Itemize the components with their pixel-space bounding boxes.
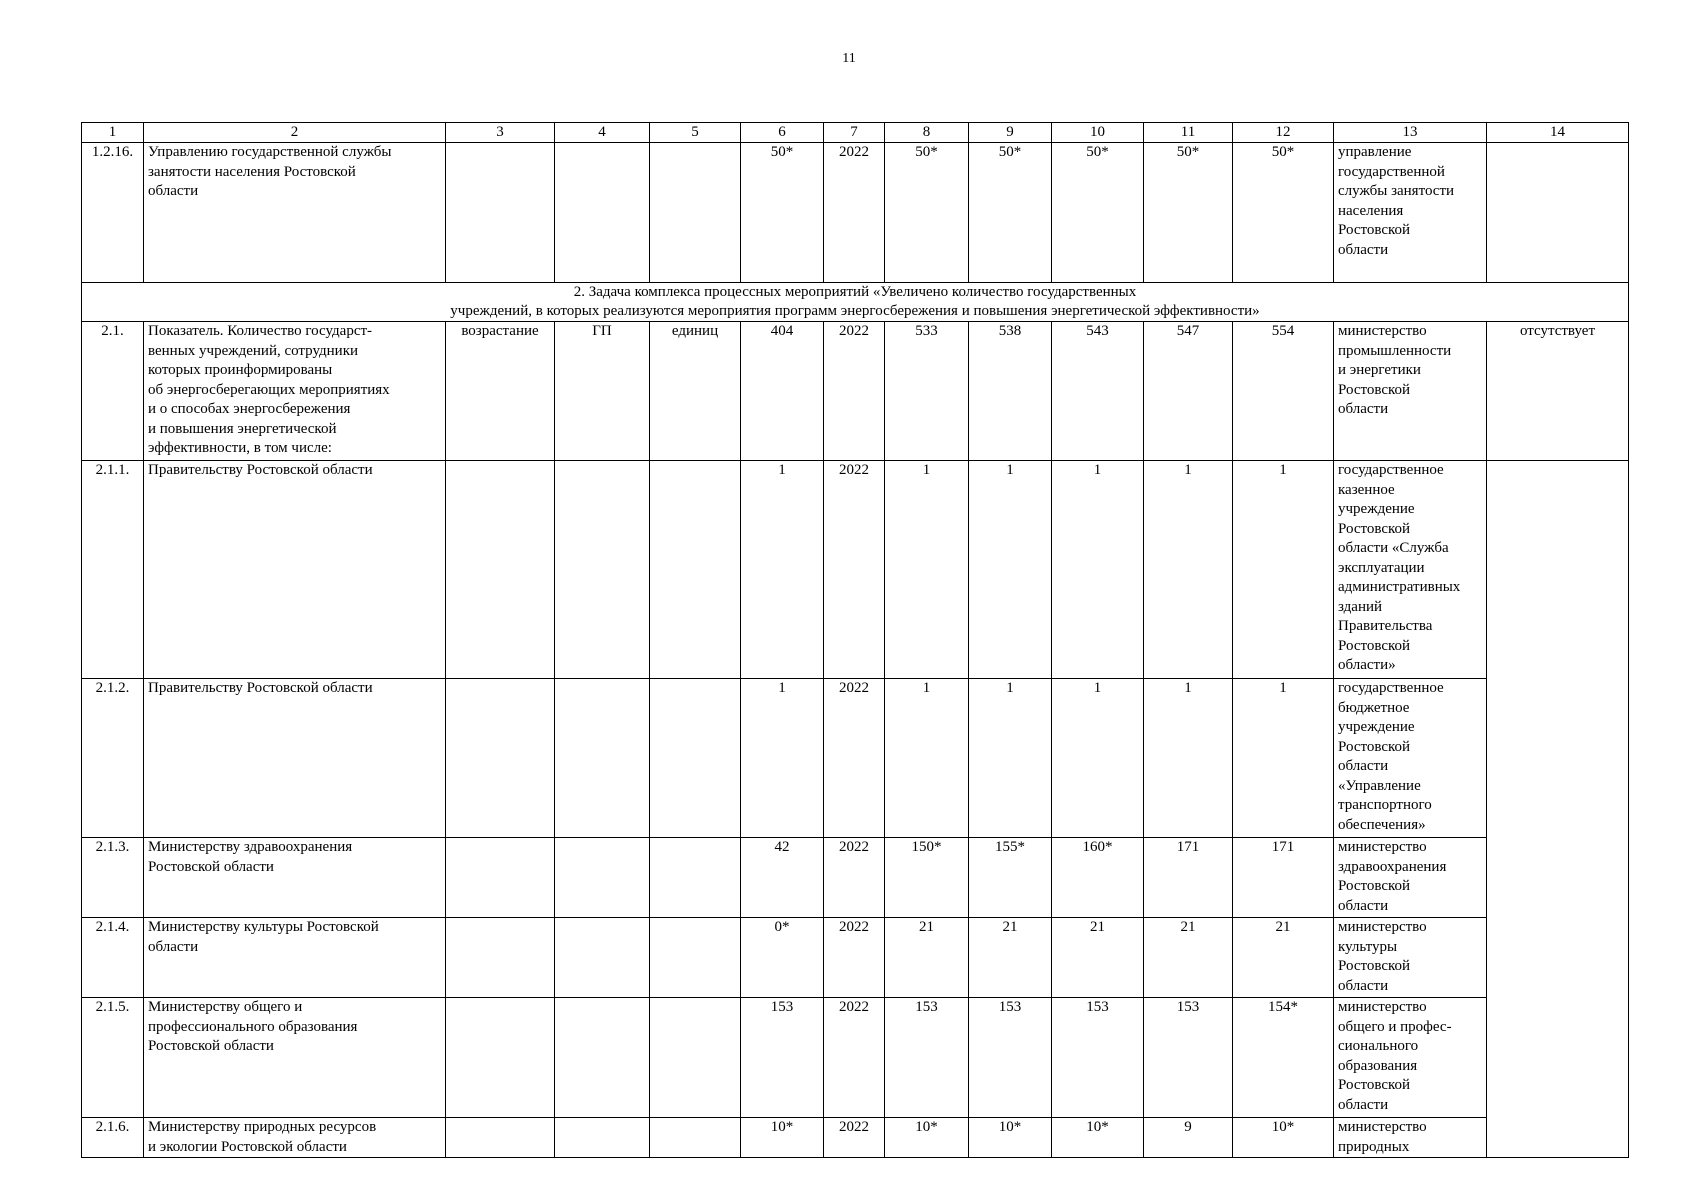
recipient-name: Правительству Ростовской области (144, 461, 446, 679)
recipient-name: Управлению государственной службы занятости населения Ростовской области (144, 143, 446, 283)
value-cell: 1 (1144, 461, 1233, 679)
value-cell: 154* (1233, 998, 1334, 1118)
value-cell: 153 (1144, 998, 1233, 1118)
value-cell: 171 (1144, 838, 1233, 918)
page-number: 11 (842, 51, 856, 66)
responsible-body: министерство природных (1334, 1118, 1487, 1158)
value-cell: 1 (1233, 461, 1334, 679)
value-cell: 1 (885, 679, 969, 838)
column-number: 4 (555, 123, 650, 143)
column-number: 14 (1487, 123, 1629, 143)
empty-cell (650, 838, 741, 918)
recipient-name: Министерству здравоохранения Ростовской области (144, 838, 446, 918)
value-cell: 2022 (824, 838, 885, 918)
empty-cell (555, 1118, 650, 1158)
responsible-body: государственное казенное учреждение Ростовской области «Служба эксплуатации административных зданий Правительства Ростовской области» (1334, 461, 1487, 679)
row-index: 2.1.4. (82, 918, 144, 998)
recipient-name: Министерству природных ресурсов и экологии Ростовской области (144, 1118, 446, 1158)
value-cell: 2022 (824, 998, 885, 1118)
recipient-name: Министерству культуры Ростовской области (144, 918, 446, 998)
value-cell: 10* (1052, 1118, 1144, 1158)
row-index: 2.1.3. (82, 838, 144, 918)
merged-empty-cell (1487, 461, 1629, 1158)
value-cell: 404 (741, 322, 824, 461)
empty-cell (650, 1118, 741, 1158)
table-row (82, 918, 1629, 998)
empty-cell (650, 143, 741, 283)
responsible-body: министерство здравоохранения Ростовской области (1334, 838, 1487, 918)
value-cell: 171 (1233, 838, 1334, 918)
value-cell: 50* (969, 143, 1052, 283)
value-cell: 554 (1233, 322, 1334, 461)
recipient-name: Правительству Ростовской области (144, 679, 446, 838)
column-number: 7 (824, 123, 885, 143)
value-cell: 1 (1233, 679, 1334, 838)
table-row (82, 461, 1629, 679)
value-cell: 50* (1144, 143, 1233, 283)
value-cell: 547 (1144, 322, 1233, 461)
level-cell: ГП (555, 322, 650, 461)
table-row (82, 143, 1629, 283)
row-index: 2.1.5. (82, 998, 144, 1118)
responsible-body: управление государственной службы занятости населения Ростовской области (1334, 143, 1487, 283)
value-cell: 50* (1233, 143, 1334, 283)
row-index: 2.1.2. (82, 679, 144, 838)
column-number: 10 (1052, 123, 1144, 143)
value-cell: 2022 (824, 918, 885, 998)
value-cell: 2022 (824, 143, 885, 283)
empty-cell (650, 918, 741, 998)
value-cell: 153 (741, 998, 824, 1118)
value-cell: 1 (885, 461, 969, 679)
column-number: 8 (885, 123, 969, 143)
unit-cell: единиц (650, 322, 741, 461)
empty-cell (446, 1118, 555, 1158)
value-cell: 155* (969, 838, 1052, 918)
empty-cell (555, 918, 650, 998)
value-cell: 10* (885, 1118, 969, 1158)
column-number: 11 (1144, 123, 1233, 143)
value-cell: 153 (885, 998, 969, 1118)
direction-cell: возрастание (446, 322, 555, 461)
empty-cell (446, 918, 555, 998)
section-heading-row (82, 283, 1629, 322)
empty-cell (555, 143, 650, 283)
value-cell: 21 (1144, 918, 1233, 998)
value-cell: 50* (885, 143, 969, 283)
column-number: 12 (1233, 123, 1334, 143)
value-cell: 153 (1052, 998, 1144, 1118)
empty-cell (446, 998, 555, 1118)
row-index: 1.2.16. (82, 143, 144, 283)
responsible-body: министерство общего и профес- сионального образования Ростовской области (1334, 998, 1487, 1118)
table-row (82, 322, 1629, 461)
value-cell: 1 (741, 679, 824, 838)
column-number: 2 (144, 123, 446, 143)
value-cell: 1 (1144, 679, 1233, 838)
value-cell: 2022 (824, 322, 885, 461)
row-index: 2.1. (82, 322, 144, 461)
indicator-name: Показатель. Количество государст- венных учреждений, сотрудники которых проинформированы об энергосберегающих мероприятиях и о способах энергосбережения и повышения энергетической эффективности, в том числе: (144, 322, 446, 461)
value-cell: 50* (1052, 143, 1144, 283)
value-cell: 0* (741, 918, 824, 998)
empty-cell (555, 998, 650, 1118)
section-heading (82, 283, 1629, 322)
empty-cell (650, 461, 741, 679)
value-cell: 533 (885, 322, 969, 461)
value-cell: 10* (741, 1118, 824, 1158)
empty-cell (555, 461, 650, 679)
empty-cell (555, 838, 650, 918)
empty-cell (650, 679, 741, 838)
empty-cell (446, 461, 555, 679)
row-index: 2.1.6. (82, 1118, 144, 1158)
value-cell: 1 (1052, 461, 1144, 679)
column-number: 1 (82, 123, 144, 143)
empty-cell (1487, 143, 1629, 283)
value-cell: 9 (1144, 1118, 1233, 1158)
value-cell: 21 (1052, 918, 1144, 998)
value-cell: 10* (969, 1118, 1052, 1158)
responsible-body: министерство промышленности и энергетики Ростовской области (1334, 322, 1487, 461)
section-heading-line-1: 2. Задача комплекса процессных мероприятий «Увеличено количество государственных (573, 284, 1137, 300)
value-cell: 153 (969, 998, 1052, 1118)
column-number: 5 (650, 123, 741, 143)
section-heading-line-2: учреждений, в которых реализуются мероприятия программ энергосбережения и повышения энергетической эффективности» (450, 303, 1260, 319)
value-cell: 42 (741, 838, 824, 918)
column-number: 6 (741, 123, 824, 143)
value-cell: 1 (969, 679, 1052, 838)
empty-cell (446, 679, 555, 838)
value-cell: 1 (969, 461, 1052, 679)
table-row (82, 1118, 1629, 1158)
column-number: 3 (446, 123, 555, 143)
empty-cell (446, 838, 555, 918)
value-cell: 21 (969, 918, 1052, 998)
value-cell: 2022 (824, 679, 885, 838)
empty-cell (446, 143, 555, 283)
table-row (82, 998, 1629, 1118)
empty-cell (650, 998, 741, 1118)
empty-cell (555, 679, 650, 838)
value-cell: 538 (969, 322, 1052, 461)
value-cell: 1 (741, 461, 824, 679)
information-system-cell: отсутствует (1487, 322, 1629, 461)
value-cell: 160* (1052, 838, 1144, 918)
column-number: 9 (969, 123, 1052, 143)
table-row (82, 838, 1629, 918)
recipient-name: Министерству общего и профессионального образования Ростовской области (144, 998, 446, 1118)
value-cell: 150* (885, 838, 969, 918)
column-number-row (82, 123, 1629, 143)
column-number: 13 (1334, 123, 1487, 143)
table-row (82, 679, 1629, 838)
value-cell: 1 (1052, 679, 1144, 838)
value-cell: 21 (1233, 918, 1334, 998)
responsible-body: министерство культуры Ростовской области (1334, 918, 1487, 998)
value-cell: 543 (1052, 322, 1144, 461)
value-cell: 21 (885, 918, 969, 998)
value-cell: 2022 (824, 461, 885, 679)
value-cell: 50* (741, 143, 824, 283)
value-cell: 10* (1233, 1118, 1334, 1158)
responsible-body: государственное бюджетное учреждение Ростовской области «Управление транспортного обеспечения» (1334, 679, 1487, 838)
value-cell: 2022 (824, 1118, 885, 1158)
indicators-table (81, 122, 1629, 1158)
row-index: 2.1.1. (82, 461, 144, 679)
